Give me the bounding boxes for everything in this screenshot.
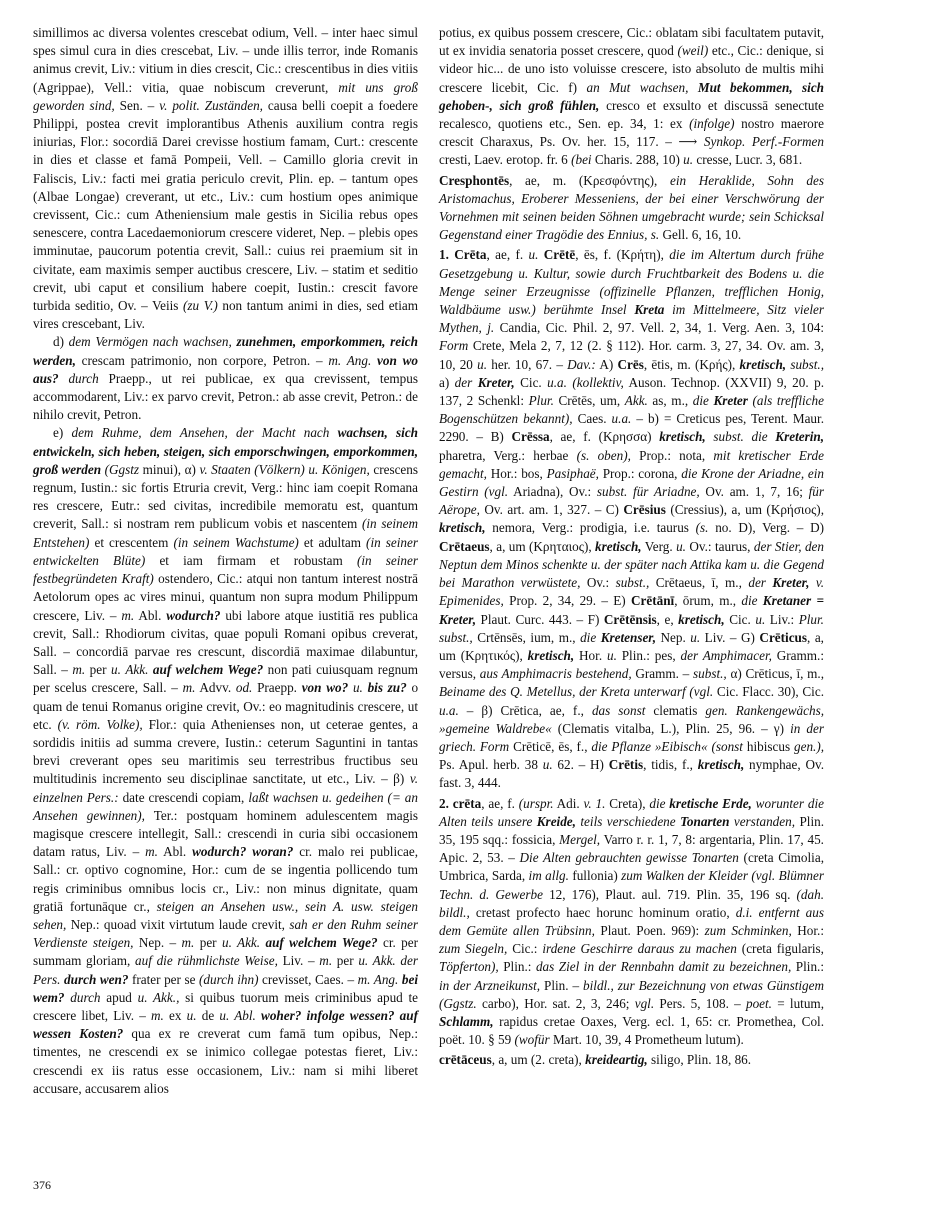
text-run: simillimos ac diversa volentes crescebat odium, Vell. – inter haec simul spes simul cura in dies crescebat, Liv. – unde illis terror, inde Romanis animus crevit, Liv.: vitium in dies crescit, Cic.: crescentibus in dies vitiis (Agrippae), Vell.: vitia, quae nobiscum creverunt, <box>33 25 418 95</box>
paragraph <box>33 333 418 424</box>
text-run: cr. malo rei publicae, Sall.: cr. optivo cognomine, Hor.: cum de se ingentia pollicendo tum regis criminibus omnibus locis cr., Liv.: non minus dignitate, quam gratiā fortunāque cr., <box>33 844 418 914</box>
emphasis: m. <box>151 1007 164 1023</box>
emphasis: mit kretischer Erde gemacht, <box>439 447 824 481</box>
emphasis: u.a. <box>439 702 459 718</box>
emphasis: (wofür <box>514 1032 550 1048</box>
text-run: si quibus tuorum meis criminibus apud te crescere libet, Liv. – <box>33 989 419 1023</box>
text-run: her. 10, 67. – <box>487 356 568 372</box>
emphasis: zunehmen, emporkommen, reich werden, <box>33 334 418 368</box>
text-run: minui), α) <box>139 461 200 477</box>
emphasis: die Pflanze »Eibisch« (sonst <box>591 738 743 754</box>
text-run: et adultam <box>298 534 367 550</box>
text-run: Cic. <box>514 374 548 390</box>
headword: Crētaeus <box>439 538 490 554</box>
text-run: Candia, Cic. Phil. 2, 97. Vell. 2, 34, 1. Verg. Aen. 3, 104: <box>494 320 824 336</box>
text-run: Advv. <box>195 680 236 696</box>
text-run: Plin.: pes, <box>616 647 681 663</box>
emphasis: zum Siegeln, <box>439 941 508 957</box>
emphasis: Töpferton), <box>439 959 499 975</box>
text-run: Gell. 6, 16, 10. <box>659 227 742 243</box>
emphasis: wodurch? <box>166 607 221 623</box>
emphasis: Synkop. Perf.-Formen <box>703 134 824 150</box>
text-run: Abl. <box>157 844 193 860</box>
text-run: , ae, f. <box>486 247 529 263</box>
emphasis: kretisch, <box>697 757 745 773</box>
text-run: non tantum animi in dies, sed etiam vires crescebant, Liv. <box>33 298 418 332</box>
emphasis: u.a. <box>611 411 632 427</box>
emphasis: u. <box>690 629 701 645</box>
text-run: α) Crēticus, ī, m., <box>726 666 824 682</box>
emphasis: v. polit. Zuständen, <box>159 97 263 113</box>
text-run: Ter.: postquam hominem adulescentem magis magisque crescere intellegit, Sall.: crescendi in curia sibi occasionem datam ratus, Liv. – <box>33 807 419 860</box>
emphasis: subst. für Ariadne, <box>596 484 700 500</box>
emphasis: Kreter, <box>477 374 515 390</box>
text-run: nostro maerore crescit Charaxus, Ps. Ov. her. 15, 117. – ⟶ <box>439 116 824 150</box>
emphasis: aus Amphimacris bestehend, <box>479 666 632 682</box>
text-run: Cic.: <box>507 941 543 957</box>
emphasis: (zu V.) <box>183 298 218 314</box>
headword: 1. Crēta <box>439 247 487 263</box>
text-run: 62. – H) <box>552 757 609 773</box>
text-run: , ae, m. (Κρεσφόντης), <box>509 172 670 188</box>
text-run: frater per se <box>128 971 199 987</box>
text-run: Abl. <box>134 607 167 623</box>
text-run: e) <box>53 425 72 441</box>
text-run: (creta figularis, <box>736 941 824 957</box>
text-run: , a, um (Κρητικός), <box>439 629 824 663</box>
headword: Crēs <box>617 356 644 372</box>
text-run: Cic. <box>724 611 756 627</box>
emphasis: im allg. <box>528 868 569 884</box>
emphasis: v. 1. <box>583 795 606 811</box>
text-run: Caes. <box>572 411 612 427</box>
emphasis: u. <box>606 647 617 663</box>
text-run: , e, <box>656 611 679 627</box>
text-run: Plaut. Curc. 443. – F) <box>476 611 604 627</box>
emphasis: u. <box>477 356 488 372</box>
emphasis: Kreter <box>713 393 748 409</box>
emphasis: Kretenser, <box>600 629 657 645</box>
emphasis: durch <box>68 370 99 386</box>
dictionary-entry <box>439 795 824 1050</box>
paragraph <box>33 24 418 333</box>
emphasis: gen.), <box>794 738 825 754</box>
text-run: per <box>194 935 222 951</box>
text-run: pharetra, Verg.: herbae <box>439 447 577 463</box>
emphasis: in der griech. Form <box>439 720 824 754</box>
emphasis: von wo? <box>301 680 349 696</box>
text-run: , ētis, m. (Κρής), <box>643 356 740 372</box>
emphasis: subst., <box>790 356 825 372</box>
text-run: date crescendi copiam, <box>118 789 249 805</box>
headword: Crēsius <box>623 502 666 518</box>
text-run: nymphae, Ov. fast. 3, 444. <box>439 757 825 791</box>
emphasis: (in seinem Wachstume) <box>173 534 299 550</box>
headword: 2. crēta <box>439 795 482 811</box>
text-run: Nep. – <box>133 935 182 951</box>
emphasis: verstanden, <box>729 813 796 829</box>
emphasis: od. <box>235 680 253 696</box>
text-run <box>59 371 69 386</box>
emphasis: auf welchem Wege? <box>152 662 264 678</box>
text-run: Mart. 10, 39, 4 Prometheum lutum). <box>549 1032 744 1048</box>
emphasis: durch <box>70 989 101 1005</box>
text-run: siligo, Plin. 18, 86. <box>647 1052 752 1068</box>
text-run: Prop. 2, 34, 29. – E) <box>503 593 631 609</box>
emphasis: subst., <box>693 666 727 682</box>
text-run: (Cressius), a, um (Κρήσιος), <box>665 502 824 518</box>
text-run: Liv. – G) <box>700 629 760 645</box>
emphasis: (bei <box>571 152 592 168</box>
paragraph <box>33 424 418 1098</box>
emphasis: u. Akk. <box>221 935 266 951</box>
text-run: as, m., <box>647 393 693 409</box>
emphasis: Die Alten gebrauchten gewisse Tonarten <box>519 850 739 866</box>
emphasis: woher? infolge wessen? auf wessen Kosten? <box>33 1007 419 1042</box>
paragraph <box>439 24 824 170</box>
emphasis: bis zu? <box>367 680 407 696</box>
text-run: Ov.: taurus, <box>685 538 754 554</box>
emphasis: Mut bekommen, sich gehoben-, sich groß fühlen, <box>439 79 825 113</box>
text-run: Plin.: <box>498 959 536 975</box>
emphasis: subst., <box>615 575 650 591</box>
emphasis: zum Schminken, <box>704 922 792 938</box>
emphasis: die <box>580 629 601 645</box>
emphasis: v. Epimenides, <box>439 575 824 609</box>
text-run: Verg. <box>641 538 677 554</box>
emphasis: d.i. entfernt aus dem Gemüte allen Trübsinn, <box>439 904 824 938</box>
emphasis: der Stier, den Neptun dem Minos schenkte u. der später nach Attika kam u. die Gegend bei Marathon verwüstete, <box>439 538 825 591</box>
emphasis: dem Ruhme, dem Ansehen, der Macht nach <box>71 425 338 441</box>
emphasis: (durch ihn) <box>199 971 259 987</box>
emphasis: v. einzelnen Pers.: <box>33 771 418 805</box>
emphasis: u. <box>676 538 686 554</box>
text-run: Adi. <box>553 795 584 811</box>
emphasis: (s. oben), <box>576 447 631 463</box>
text-run: Plin. – <box>540 977 584 993</box>
headword: Crētēnsis <box>603 611 657 627</box>
text-run: Praepp., ut rei publicae, ex qua crevissent, tempus accommodarent, Liv.: ex parvo crevit, Petron.: ab asse crevit, Petron.: de nihilo crevit, Petron. <box>33 370 418 423</box>
emphasis: auf welchem Wege? <box>265 935 378 951</box>
emphasis: u. <box>528 247 539 263</box>
page-number: 376 <box>33 1178 51 1192</box>
emphasis: (in seiner festbegründeten Kraft) <box>33 552 418 587</box>
text-run: , ae, f. <box>481 795 519 811</box>
emphasis: laßt wachsen u. gedeihen (= an Ansehen gewinnen), <box>33 789 418 823</box>
emphasis: (in seinem Entstehen) <box>33 516 418 550</box>
text-run: Ov. art. am. 1, 327. – C) <box>479 502 624 518</box>
emphasis: der <box>454 374 478 390</box>
emphasis: (infolge) <box>689 116 735 132</box>
text-run: qua ex re creverat cum famā tum opibus, Nep.: timentes, ne crescendi ex se inimico collegae potestas fieret, Liv.: crescendi ex iis ratus esse occasionem, Liv.: nam si mihi liberet accusare, accusarem alios <box>33 1026 418 1096</box>
emphasis: ein Heraklide, Sohn des Aristomachus, Eroberer Messeniens, der bei einer Verschwörung der Vornehmen mit seinen beiden Söhnen umgebracht wurde; sein Schicksal Gegenstand einer Tragödie des Ennius, s. <box>439 172 824 243</box>
right-column <box>439 24 824 1070</box>
emphasis: der <box>748 575 773 591</box>
text-run: etc., Cic.: denique, si videor hic... de uno isto voluisse crescere, isto absoluto de multis mihi crescere licebit, Cic. f) <box>439 43 824 95</box>
emphasis: das Ziel in der Rennbahn damit zu bezeichnen, <box>535 959 792 975</box>
left-column <box>33 24 418 1098</box>
emphasis: (urspr. <box>518 795 554 811</box>
emphasis: kretisch, <box>678 611 725 627</box>
text-run: Plin. 35, 195 sqq.: fossicia, <box>439 813 824 847</box>
emphasis: (v. röm. Volke), <box>57 716 143 732</box>
emphasis: die <box>692 393 714 409</box>
emphasis: (s. <box>695 520 709 536</box>
headword: Crētānī <box>631 593 675 609</box>
emphasis: u. <box>110 662 121 678</box>
text-run: , ēs, f. (Κρήτη), <box>575 247 670 263</box>
emphasis: kretisch, <box>595 538 642 554</box>
emphasis: Kreide, <box>536 813 576 829</box>
headword: Cresphontēs <box>439 172 510 188</box>
emphasis: auf die rühmlichste Weise, <box>135 953 278 969</box>
emphasis: Pasiphaë, <box>546 465 599 481</box>
dictionary-entry <box>439 1051 824 1069</box>
emphasis: Plur. subst., <box>439 611 824 645</box>
text-run: Crete, Mela 2, 7, 12 (2. § 112). Hor. carm. 3, 27, 34. Ov. am. 3, 10, 20 <box>439 338 824 372</box>
emphasis: vgl. <box>634 995 655 1011</box>
emphasis: die <box>649 795 670 811</box>
text-run: crevisset, Caes. – <box>258 971 358 987</box>
emphasis: Kretaner = Kreter, <box>439 593 824 627</box>
emphasis: m. <box>145 844 158 860</box>
emphasis: (als treffliche Bogenschützen bekannt), <box>439 393 824 427</box>
text-run: Creta), <box>605 795 650 811</box>
emphasis: Akk. <box>125 662 149 678</box>
text-run: , tidis, f., <box>643 757 698 773</box>
emphasis: (weil) <box>677 43 709 59</box>
emphasis: Akk. <box>624 393 648 409</box>
emphasis: an Mut wachsen, <box>586 79 698 95</box>
emphasis: u. <box>352 680 363 696</box>
text-run: – β) Crētica, ae, f., <box>458 702 592 718</box>
emphasis: kretische Erde, <box>669 795 752 811</box>
emphasis: u. Akk. der Pers. <box>33 953 418 987</box>
text-run: rapidus cretae Oaxes, Verg. ecl. 1, 65: cr. Promethea, Col. poët. 10. § 59 <box>439 1013 824 1048</box>
emphasis: (dah. bildl., <box>439 886 825 920</box>
text-run: Liv. – <box>277 953 320 969</box>
emphasis: m. <box>72 662 86 678</box>
emphasis: kretisch, <box>527 647 575 663</box>
emphasis: Beiname des Q. Metellus, der Kreta unterwarf (vgl. <box>439 684 714 700</box>
emphasis: m. Ang. <box>357 971 402 987</box>
text-run: , a, um (Κρηταιος), <box>489 538 596 554</box>
text-run: non pati cuiusquam regnum per scelus crescere, Sall. – <box>33 662 419 696</box>
dictionary-entry <box>439 246 824 792</box>
emphasis: teils verschiedene <box>575 813 681 829</box>
emphasis: irdene Geschirre daraus zu machen <box>542 941 737 957</box>
text-run: cretast profecto haec horunc hominum oratio, <box>469 904 736 920</box>
emphasis: zum Walken der Kleider (vgl. Blümner Techn. d. Gewerbe <box>439 868 824 902</box>
text-run: per <box>85 662 111 678</box>
text-run: Plin.: <box>791 959 825 975</box>
emphasis: u. <box>683 152 694 168</box>
text-run: Flor.: quia Athenienses non, ut ceterae gentes, a sordidis initiis ad summa crevere, Iustin.: ceterum Saguntini in tantas brevi creverant opes seu maritimis seu terrestribus fructibus seu multitudinis incremento seu disciplinae sanctitate, ut etc., Liv. – β) <box>33 716 418 787</box>
text-run: causa belli coepit a foedere Philippi, postea crevit implorantibus Athenis auxilium contra regis iniurias, Flor.: socordiā Darei crevisse hostium famam, Curt.: crescente in dies et classe et famā Pompeii, Vell. – Camillo gloria crevit in Faliscis, Liv.: facti mei gratia periculo crevit, Plin. ep. – tantum opes (Albae Longae) creverant, ut etc., Liv.: cum hostium opes animique crevissent, Cic.: cum Atheniensium male gestis in Sicilia rebus opes senescere, contra Lacedaemoniorum crescere videret, Nep. – plebis opes imminutae, paucorum potentia crevit, Sall.: cuius rei praemium sit in civitate, eam maximis semper auctibus crescere, Liv. – statim et seditio crevit, ubi caput et consilium habere coepit, Iustin.: crescit favore turbida seditio, Ov. – Veiis <box>33 97 418 314</box>
emphasis: Form <box>439 338 469 354</box>
emphasis: Kreterin, <box>775 429 825 445</box>
text-run: Plaut. Poen. 969): <box>594 922 705 938</box>
text-run: – b) = Creticus pes, Terent. Maur. 2290. – B) <box>439 411 824 445</box>
emphasis: der Amphimacer, <box>680 647 772 663</box>
emphasis: steigen an Ansehen usw., sein A. usw. steigen sehen, <box>33 898 418 932</box>
text-run: Gramm.: versus, <box>439 647 825 682</box>
emphasis: m. <box>182 680 196 696</box>
emphasis: m. <box>121 607 135 623</box>
text-run: Prop.: corona, <box>598 465 682 481</box>
text-run: Hor.: bos, <box>486 465 547 481</box>
text-run: per <box>332 953 359 969</box>
text-run: (creta Cimolia, Umbrica, Sarda, <box>439 850 824 884</box>
text-run: Crētēs, um, <box>553 393 625 409</box>
text-run: 12, 176), Plaut. aul. 719. Plin. 35, 196 sq. <box>542 886 797 902</box>
text-run: et crescentem <box>89 534 174 550</box>
emphasis: die im Altertum durch frühe Gesetzgebung u. Kultur, sowie durch Fruchtbarkeit des Bodens u. die Menge seiner Erzeugnisse (offizinelle Pflanzen, trefflichen Honig, Waldbäume usw.) berühmte Insel <box>439 247 825 318</box>
text-run: , ae, f. (Κρησσα) <box>549 429 660 445</box>
emphasis: Schlamm, <box>439 1013 494 1029</box>
text-run: Hor.: <box>791 922 824 938</box>
emphasis: die Krone der Ariadne, ein Gestirn (vgl. <box>439 465 824 500</box>
emphasis: Mergel, <box>559 831 601 847</box>
text-run: Liv.: <box>765 611 799 627</box>
emphasis: u. <box>186 1007 197 1023</box>
text-run: Ps. Apul. herb. 38 <box>439 757 543 773</box>
text-run: cresse, Lucr. 3, 681. <box>693 152 803 168</box>
emphasis: subst. die <box>713 429 776 445</box>
text-run: carbo), Hor. sat. 2, 3, 246; <box>476 995 635 1011</box>
text-run: Ariadna), Ov.: <box>508 484 597 500</box>
emphasis: wodurch? woran? <box>192 844 294 860</box>
emphasis: Plur. <box>528 393 554 409</box>
text-run: Nep.: quoad vixit virtutum laude crevit, <box>66 916 290 932</box>
emphasis: u. <box>542 757 553 773</box>
emphasis: die <box>741 593 763 609</box>
emphasis: bildl., zur Bezeichnung von etwas Günstigem (Ggstz. <box>439 977 824 1011</box>
text-run: a) <box>439 374 455 390</box>
emphasis: Kreter, <box>772 575 810 591</box>
text-run: cresti, Laev. erotop. fr. 6 <box>439 152 572 168</box>
text-run: ex <box>163 1007 187 1023</box>
text-run: , a, um (2. creta), <box>491 1052 586 1068</box>
text-run: Auson. Technop. (XXVII) 9, 20. p. 137, 2 Schenkl: <box>439 374 824 409</box>
headword: Crētis <box>608 757 644 773</box>
text-run: clematis <box>645 702 706 718</box>
text-run: A) <box>595 356 618 372</box>
emphasis: von wo aus? <box>33 352 418 386</box>
emphasis: Tonarten <box>680 813 730 829</box>
emphasis: (in seiner entwickelten Blüte) <box>33 534 418 568</box>
text-run: d) <box>53 334 69 350</box>
text-run: et iam firmam et robustam <box>145 552 357 568</box>
emphasis: dem Vermögen nach wachsen, <box>68 334 237 350</box>
text-run: Ov.: <box>580 575 616 591</box>
text-run: Praepp. <box>252 680 302 696</box>
emphasis: u. <box>755 611 766 627</box>
text-run: Ov. am. 1, 7, 16; <box>699 484 809 500</box>
emphasis: gen. Rankengewächs, »gemeine Waldrebe« <box>439 702 825 736</box>
emphasis: (Ggstz <box>101 461 140 477</box>
text-run: nemora, Verg.: prodigia, i.e. taurus <box>485 520 696 536</box>
emphasis: sah er den Ruhm seiner Verdienste steigen, <box>33 916 418 951</box>
text-run: Crēticē, ēs, f., <box>509 738 592 754</box>
text-run: potius, ex quibus possem crescere, Cic.: oblatam sibi facultatem putavit, ut ex invidia senatoria posset crescere, quod <box>439 25 824 59</box>
text-run: = lutum, <box>771 995 824 1011</box>
emphasis: (kollektiv, <box>572 374 624 390</box>
emphasis: v. Staaten (Völkern) u. Königen, <box>199 461 370 477</box>
headword: Crēssa <box>511 429 550 445</box>
headword: Crēticus <box>759 629 808 645</box>
text-run: ubi labore atque iustitiā res publica crevit, Sall.: Rhodiorum civitas, quae populi Romani opibus creverat, Sall. – concordiā parvae res crescunt, discordiā maximae dilabuntur, Sall. – <box>33 607 419 678</box>
emphasis: u. Akk., <box>137 989 180 1005</box>
emphasis: wachsen, sich entwickeln, sich heben, steigen, sich emporschwingen, emporkommen, groß werden <box>33 425 419 477</box>
text-run: Prop.: nota, <box>630 447 714 463</box>
emphasis: kretisch, <box>739 356 787 372</box>
emphasis: m. <box>181 935 195 951</box>
text-run: apud <box>100 989 138 1005</box>
emphasis: das sonst <box>591 702 646 718</box>
text-run: Gramm. – <box>631 666 693 682</box>
text-run: crescens regnum, Iustin.: sic fortis Etruria crevit, Verg.: hinc iam coepit Romana res crescere, Eutr.: sed civitas, incredibile memoratu est, quantum creverit, Sall.: si nostram rem publicum vobis et nascentem <box>33 461 419 532</box>
text-run: cr. per summam gloriam, <box>33 935 419 969</box>
dictionary-entry <box>439 172 824 245</box>
text-run: Hor. <box>574 647 607 663</box>
headword: Crētē <box>543 247 576 263</box>
text-run: o quam de tenui Romanus origine crevit, Ov.: eo magnitudinis crescere, ut etc. <box>33 680 419 732</box>
emphasis: kretisch, <box>659 429 706 445</box>
text-run: crescam patrimonio, non corpore, Petron. – <box>75 352 329 368</box>
text-run: Cic. Flacc. 30), Cic. <box>713 684 824 700</box>
text-run: Crtēnsēs, ium, m., <box>472 629 581 645</box>
text-run: cresco et exsulto et discussā senectute recalesco, quotiens etc., Sen. ep. 34, 1: ex <box>439 97 824 132</box>
text-run: Nep. <box>656 629 691 645</box>
text-run: no. D), Verg. – D) <box>708 520 824 536</box>
emphasis: mit uns groß geworden sind, <box>33 79 418 113</box>
text-run: (Clematis vitalba, L.), Plin. 25, 96. – γ) <box>551 720 791 736</box>
emphasis: in der Arzneikunst, <box>439 977 541 993</box>
emphasis: im Mittelmeere, Sitz vieler Mythen, j. <box>439 302 824 336</box>
text-run: hibiscus <box>742 738 794 754</box>
emphasis: m. Ang. <box>328 352 378 368</box>
text-run: de <box>196 1007 220 1023</box>
headword: crētāceus <box>439 1052 492 1068</box>
emphasis: Kreta <box>634 302 665 318</box>
emphasis: poet. <box>745 995 772 1011</box>
emphasis: u. Abl. <box>219 1007 262 1023</box>
emphasis: Dav.: <box>567 356 596 372</box>
text-run: Sen. – <box>114 97 160 113</box>
emphasis: kretisch, <box>439 520 486 536</box>
emphasis: u.a. <box>547 374 567 390</box>
emphasis: kreideartig, <box>585 1052 648 1068</box>
emphasis: m. <box>319 953 333 969</box>
text-run: ostendero, Cic.: atqui non tantum interest nostrā Aetolorum opes ac vires minui, quantum non supra modum Philippum crescere, Liv. – <box>33 571 418 623</box>
text-run: fullonia) <box>568 868 622 884</box>
text-run: , ōrum, m., <box>674 593 742 609</box>
text-run: Varro r. r. 1, 7, 8: argentaria, Plin. 17, 45. Apic. 2, 53. – <box>439 831 824 866</box>
emphasis: für Aërope, <box>439 484 824 518</box>
emphasis: worunter die Alten teils unsere <box>439 795 824 829</box>
emphasis: durch wen? <box>64 971 129 987</box>
emphasis: bei wem? <box>33 971 418 1005</box>
text-run: Charis. 288, 10) <box>591 152 684 168</box>
text-run: Pers. 5, 108. – <box>654 995 746 1011</box>
text-run: Crētaeus, ī, m., <box>649 575 749 591</box>
